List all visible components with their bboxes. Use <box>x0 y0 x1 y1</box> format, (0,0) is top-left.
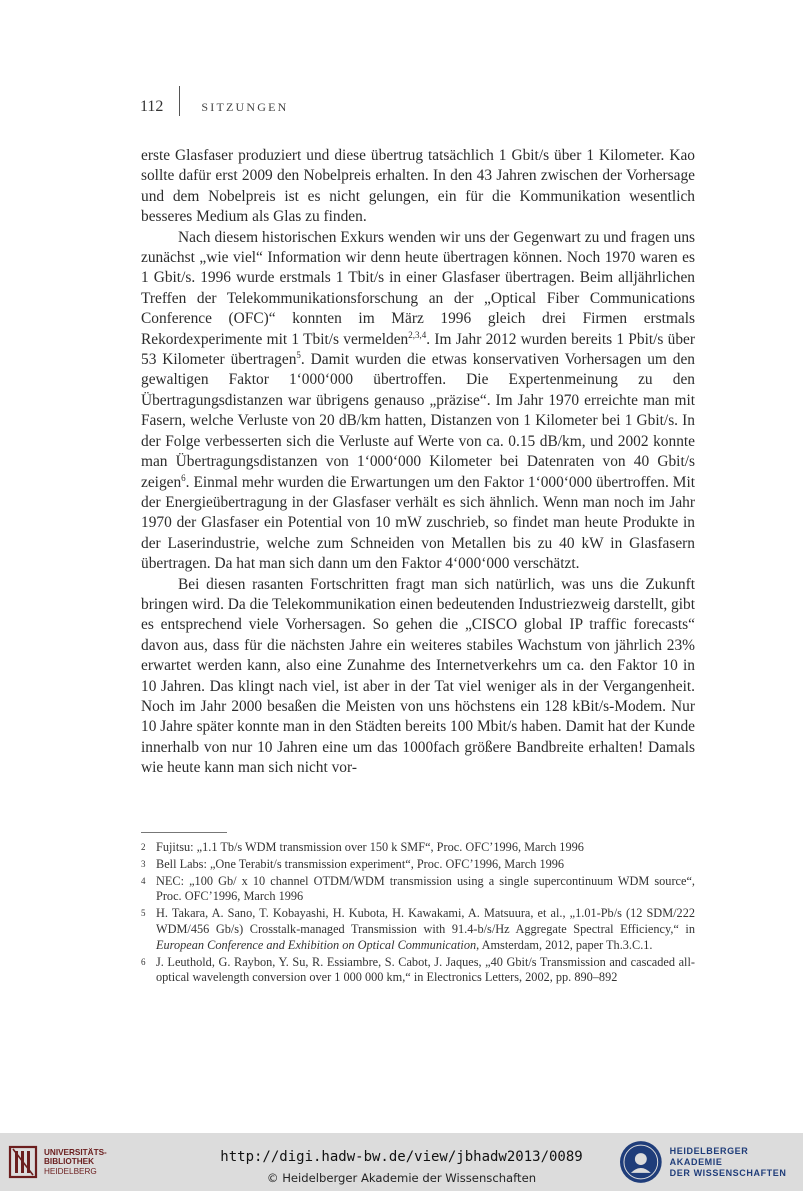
footnote-text: NEC: „100 Gb/ x 10 channel OTDM/WDM transmission using a single supercontinuum WDM source“, Proc. OFC’1996, March 1996 <box>156 873 695 904</box>
body-text <box>141 146 695 779</box>
header-divider <box>179 86 180 116</box>
footnote-ref-6[interactable]: 6 <box>181 472 186 483</box>
copyright-notice: © Heidelberger Akademie der Wissenschaften <box>266 1171 537 1185</box>
footnote-number: 4 <box>141 875 146 886</box>
footnote <box>141 906 695 953</box>
library-logo-line-1: UNIVERSITÄTS- <box>44 1147 107 1157</box>
footnote-text-part-b: , Amsterdam, 2012, paper Th.3.C.1. <box>476 937 653 952</box>
library-logo-line-2: BIBLIOTHEK <box>44 1157 95 1167</box>
paragraph-2-part-b: . Im Jahr 2012 wurden bereits 1 Pbit/s über 53 Kilometer übertragen <box>141 330 695 369</box>
academy-logo-text <box>670 1146 803 1179</box>
footnote <box>141 874 695 906</box>
footnote <box>141 840 695 856</box>
page-header <box>140 96 289 118</box>
footnote-ref-5[interactable]: 5 <box>296 349 301 360</box>
paragraph-2-part-c: . Damit wurden die etwas konservativen Vorhersagen um den gewaltigen Faktor 1‘000‘000 übertroffen. Die Expertenmeinung zu den Übertragungsdistanzen war übrigens genauso „präzise“. Im Jahr 1970 erreichte man mit Fasern, welche Verluste von 20 dB/km hatten, Distanzen von 1 Kilometer bei 1 Gbit/s. In der Folge verbesserten sich die Verluste auf Werte von ca. 0.15 dB/km, und 2002 konnte man Übertragungsdistanzen von 1‘000‘000 Kilometer bei Datenraten von 40 Gbit/s zeigen <box>141 351 695 491</box>
footer-bar <box>0 1133 803 1191</box>
academy-logo-line-1: HEIDELBERGER AKADEMIE <box>669 1145 749 1167</box>
paragraph-2-part-a: Nach diesem historischen Exkurs wenden wir uns der Gegenwart zu und fragen uns zunächst „wie viel“ Information wir denn heute übertragen können. Noch 1970 waren es 1 Gbit/s. 1996 wurde erstmals 1 Tbit/s in einer Glasfaser übertragen. Beim alljährlichen Treffen der Telekommunikationsforschung an der „Optical Fiber Communications Conference (OFC)“ konnten im März 1996 gleich drei Firmen erstmals Rekordexperimente mit 1 Tbit/s vermelden <box>141 228 695 348</box>
footnote-divider <box>141 832 227 833</box>
footnote <box>141 955 695 987</box>
academy-logo-line-2: DER WISSENSCHAFTEN <box>669 1167 787 1178</box>
footnote-number: 5 <box>141 908 146 919</box>
footnote-text-part-a: H. Takara, A. Sano, T. Kobayashi, H. Kubota, H. Kawakami, A. Matsuura, et al., „1.01-Pb/s (12 SDM/222 WDM/456 Gb/s) Crosstalk-managed Transmission with 91.4-b/s/Hz Aggregate Spectral Efficiency,“ in <box>156 906 695 936</box>
footnotes <box>141 840 695 987</box>
running-head: SITZUNGEN <box>201 99 289 114</box>
academy-seal-icon <box>618 1139 664 1185</box>
paragraph-3: Bei diesen rasanten Fortschritten fragt man sich natürlich, was uns die Zukunft bringen wird. Da die Telekommunikation einen bedeutenden Industriezweig darstellt, gibt es entsprechend viele Vorhersagen. So gehen die „CISCO global IP traffic forecasts“ davon aus, dass für die nächsten Jahre ein weiteres stabiles Wachstum von jährlich 23% erwartet werden kann, also eine Zunahme des Internetverkehrs um ca. den Faktor 10 in 10 Jahren. Das klingt nach viel, ist aber in der Tat viel weniger als in der Vergangenheit. Noch im Jahr 2000 besaßen die Meisten von uns höchstens ein 128 kBit/s-Modem. Nur 10 Jahre später konnte man in den Städten bereits 100 Mbit/s haben. Damit hat der Kunde innerhalb von nur 10 Jahren eine um das 1000fach größere Bandbreite erhalten! Damals wie heute kann man sich nicht vor- <box>141 575 695 777</box>
footnote-number: 3 <box>141 858 146 869</box>
library-logo-line-3: HEIDELBERG <box>44 1166 97 1176</box>
footnote-number: 2 <box>141 842 146 852</box>
footnote-text: Fujitsu: „1.1 Tb/s WDM transmission over 150 k SMF“, Proc. OFC’1996, March 1996 <box>156 840 584 854</box>
academy-logo[interactable] <box>618 1139 803 1185</box>
page-number: 112 <box>140 98 164 115</box>
footnote <box>141 857 695 873</box>
footnote-text <box>156 906 695 953</box>
paragraph-1: erste Glasfaser produziert und diese übertrug tatsächlich 1 Gbit/s über 1 Kilometer. Kao sollte dafür erst 2009 den Nobelpreis erhalten. In den 43 Jahren zwischen der Vorhersage und dem Nobelpreis ist es nicht gelungen, ein für die Kommunikation wesentlich besseres Medium als Glas zu finden. <box>141 147 695 226</box>
footnote-text: J. Leuthold, G. Raybon, Y. Su, R. Essiambre, S. Cabot, J. Jaques, „40 Gbit/s Transmission and cascaded all-optical wavelength conversion over 1 000 000 km,“ in Electronics Letters, 2002, pp. 890–892 <box>156 954 695 985</box>
footnote-number: 6 <box>141 956 146 967</box>
footnote-ref-2-3-4[interactable]: 2,3,4 <box>408 329 427 340</box>
footnote-text: Bell Labs: „One Terabit/s transmission experiment“, Proc. OFC’1996, March 1996 <box>156 856 565 871</box>
footnote-conference-title: European Conference and Exhibition on Optical Communication <box>156 937 477 952</box>
paragraph-2-part-d: . Einmal mehr wurden die Erwartungen um den Faktor 1‘000‘000 übertroffen. Mit der Energieübertragung in der Glasfaser verhält es sich ähnlich. Wenn man noch im Jahr 1970 der Glasfaser ein Potential von 10 mW zuschrieb, so findet man heute Produkte in der Laserindustrie, welche zum Schneiden von Metallen bis zu 40 kW in Glasfasern übertragen. Da hat man sich dann um den Faktor 4‘000‘000 verschätzt. <box>141 473 695 573</box>
paragraph-2 <box>141 228 695 575</box>
source-url-link[interactable]: http://digi.hadw-bw.de/view/jbhadw2013/0089 <box>220 1149 583 1165</box>
